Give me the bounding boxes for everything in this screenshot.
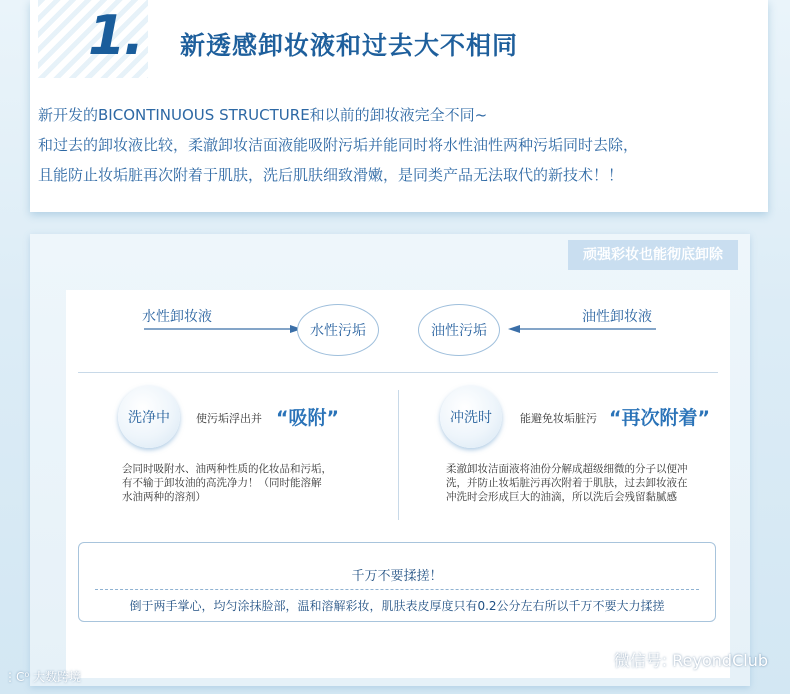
badge-rinsing: 冲洗时 — [440, 386, 502, 448]
ellipse-water-dirt: 水性污垢 — [297, 304, 379, 356]
divider — [78, 372, 718, 373]
column-divider — [398, 390, 399, 520]
warning-text: 倒于两手掌心，均匀涂抹脸部，温和溶解彩妆，肌肤表皮厚度只有0.2公分左右所以千万不要大力揉搓 — [129, 599, 665, 613]
site-logo-icon: ⋮C⁰ — [4, 670, 30, 684]
warning-title: 千万不要揉搓！ — [351, 569, 443, 584]
corner-tag: 顽强彩妆也能彻底卸除 — [568, 240, 738, 270]
section-headline: 新透感卸妆液和过去大不相同 — [180, 31, 519, 60]
intro-line: 新开发的BICONTINUOUS STRUCTURE和以前的卸妆液完全不同~ — [38, 106, 488, 124]
right-note: 能避免妆垢脏污 — [520, 412, 597, 425]
warning-separator — [95, 589, 699, 590]
site-name: 大数跨境 — [33, 670, 82, 684]
flow-left-label: 水性卸妆液 — [142, 309, 212, 325]
comparison-card — [30, 234, 750, 686]
left-description — [122, 462, 332, 504]
right-description — [446, 462, 688, 504]
left-note: 使污垢浮出并 — [196, 412, 262, 425]
intro-paragraph — [38, 100, 738, 190]
site-watermark — [4, 668, 81, 685]
warning-box — [78, 542, 716, 622]
desc-line: 柔澈卸妆洁面液将油份分解成超级细微的分子以便冲 — [446, 463, 688, 475]
wechat-id: 微信号: ReyondClub — [613, 651, 768, 670]
ellipse-oil-dirt: 油性污垢 — [418, 304, 500, 356]
left-quote: “吸附” — [276, 407, 339, 429]
right-quote: “再次附着” — [609, 407, 710, 429]
desc-line: 洗，并防止妆垢脏污再次附着于肌肤，过去卸妆液在 — [446, 477, 688, 489]
desc-line: 水油两种的溶剂） — [122, 491, 206, 503]
wechat-watermark — [586, 648, 768, 671]
desc-line: 冲洗时会形成巨大的油滴，所以洗后会残留黏腻感 — [446, 491, 677, 503]
desc-line: 会同时吸附水、油两种性质的化妆品和污垢， — [122, 463, 332, 475]
intro-card — [30, 0, 768, 212]
desc-line: 有不输于卸妆油的高洗净力！（同时能溶解 — [122, 477, 322, 489]
flow-right-label: 油性卸妆液 — [582, 309, 652, 325]
wechat-icon — [586, 651, 608, 669]
section-number: 1. — [88, 4, 143, 67]
intro-line: 且能防止妆垢脏再次附着于肌肤，洗后肌肤细致滑嫩，是同类产品无法取代的新技术！！ — [38, 166, 624, 184]
arrow-right-icon — [144, 324, 304, 334]
badge-washing: 洗净中 — [118, 386, 180, 448]
intro-line: 和过去的卸妆液比较，柔澈卸妆洁面液能吸附污垢并能同时将水性油性两种污垢同时去除， — [38, 136, 639, 154]
